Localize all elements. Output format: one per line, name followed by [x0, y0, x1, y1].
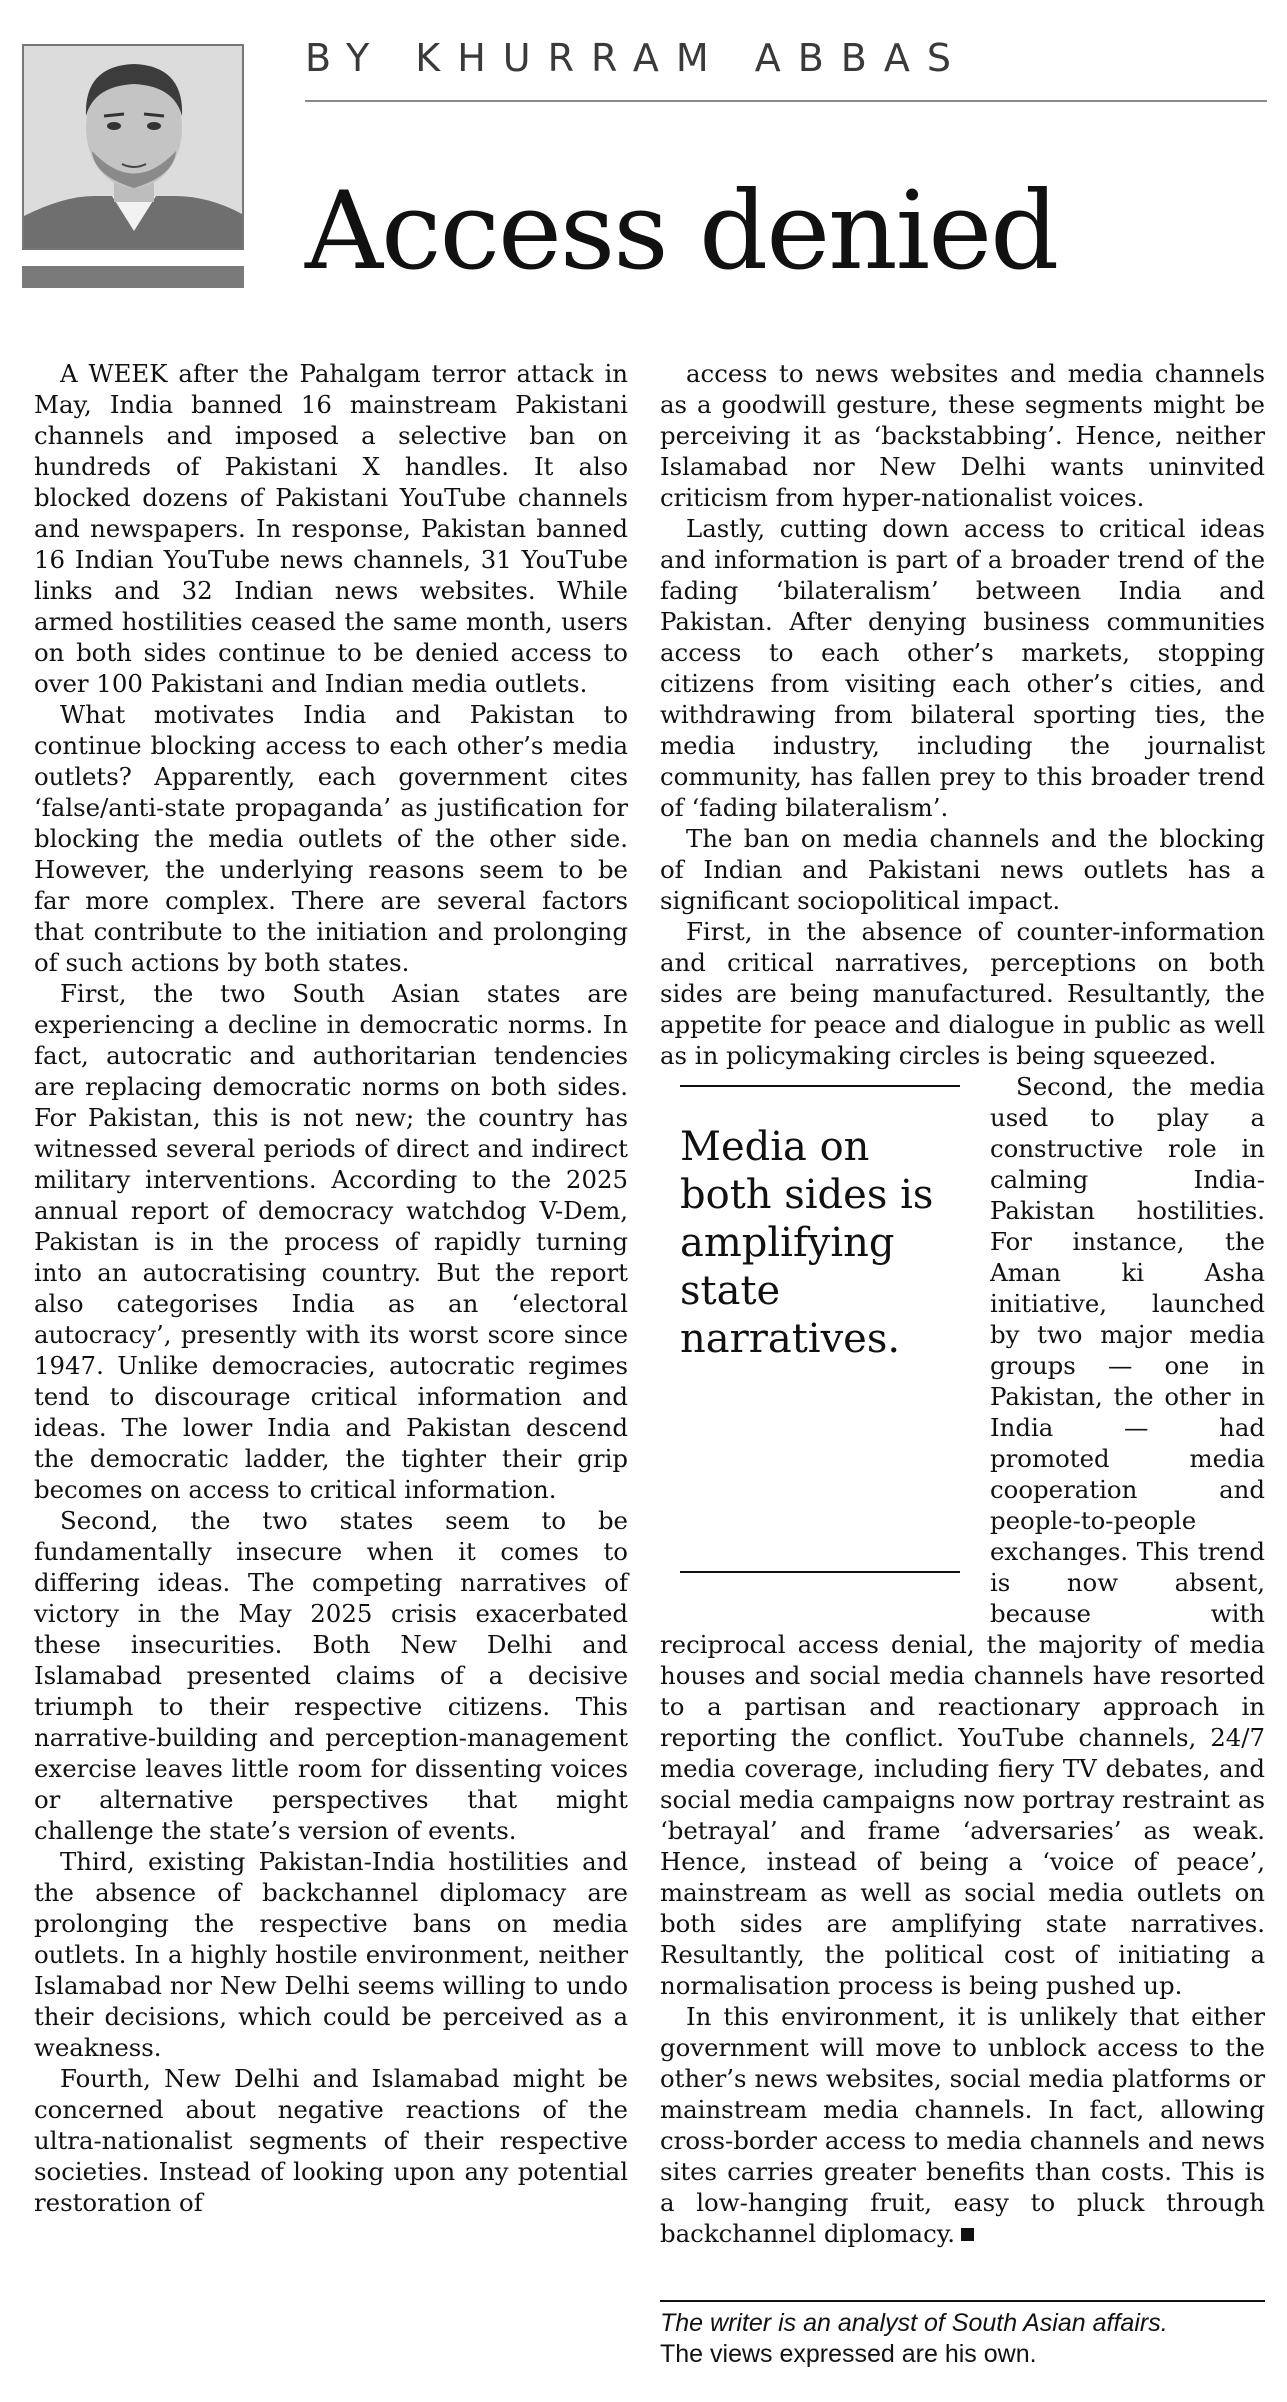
article-column-1 [34, 358, 628, 2218]
paragraph: Second, the media used to play a constructive role in calming India-Pakistan hostilities. For instance, the Aman ki Asha initiative, launched by two major media groups — one in Pakistan, the other in India — had promoted media cooperation and people-to-people exchanges. This trend is now absent, because with reciprocal access denial, the majority of media houses and social media channels have resorted to a partisan and reactionary approach in reporting the conflict. YouTube channels, 24/7 media coverage, including fiery TV debates, and social media campaigns now portray restraint as ‘betrayal’ and frame ‘adversaries’ as weak. Hence, instead of being a ‘voice of peace’, mainstream as well as social media outlets on both sides are amplifying state narratives. Resultantly, the political cost of initiating a normalisation process is being pushed up. [660, 1072, 1265, 2000]
paragraph: The ban on media channels and the blocking of Indian and Pakistani news outlets has a significant sociopolitical impact. [660, 824, 1265, 915]
author-note [660, 2308, 1265, 2370]
paragraph: First, in the absence of counter-information and critical narratives, perceptions on both sides are being manufactured. Resultantly, the appetite for peace and dialogue in public as well as in policymaking circles is being squeezed. [660, 917, 1265, 1070]
pull-quote-bottom-rule [680, 1571, 960, 1573]
author-portrait-icon [24, 46, 242, 248]
paragraph-text: In this environment, it is unlikely that either government will move to unblock access to the other’s news websites, social media platforms or mainstream media channels. In fact, allowing cross-border access to media channels and news sites carries greater benefits than costs. This is a low-hanging fruit, easy to pluck through backchannel diplomacy. [660, 2002, 1265, 2248]
paragraph: A WEEK after the Pahalgam terror attack in May, India banned 16 mainstream Pakistani channels and imposed a selective ban on hundreds of Pakistani X handles. It also blocked dozens of Pakistani YouTube channels and newspapers. In response, Pakistan banned 16 Indian YouTube news channels, 31 YouTube links and 32 Indian news websites. While armed hostilities ceased the same month, users on both sides continue to be denied access to over 100 Pakistani and Indian media outlets. [34, 359, 628, 698]
photo-caption-bar [22, 266, 244, 288]
paragraph: Second, the two states seem to be fundamentally insecure when it comes to differing ideas. The competing narratives of victory in the May 2025 crisis exacerbated these insecurities. Both New Delhi and Islamabad presented claims of a decisive triumph to their respective citizens. This narrative-building and perception-management exercise leaves little room for dissenting voices or alternative perspectives that might challenge the state’s version of events. [34, 1506, 628, 1845]
end-mark-square-icon [961, 2228, 974, 2241]
article-column-2 [660, 358, 1265, 2249]
pull-quote-top-rule [680, 1085, 960, 1087]
paragraph: What motivates India and Pakistan to continue blocking access to each other’s media outlets? Apparently, each government cites ‘false/anti-state propaganda’ as justification for blocking the media outlets of the other side. However, the underlying reasons seem to be far more complex. There are several factors that contribute to the initiation and prolonging of such actions by both states. [34, 700, 628, 977]
paragraph: Third, existing Pakistan-India hostilities and the absence of backchannel diplomacy are prolonging the respective bans on media outlets. In a highly hostile environment, neither Islamabad nor New Delhi seems willing to undo their decisions, which could be perceived as a weakness. [34, 1847, 628, 2062]
paragraph: Fourth, New Delhi and Islamabad might be concerned about negative reactions of the ultra-nationalist segments of their respective societies. Instead of looking upon any potential restoration of [34, 2064, 628, 2217]
pull-quote-text: Media on both sides is amplifying state narratives. [680, 1124, 934, 1362]
paragraph: access to news websites and media channels as a goodwill gesture, these segments might be perceiving it as ‘backstabbing’. Hence, neither Islamabad nor New Delhi wants uninvited criticism from hyper-nationalist voices. [660, 359, 1265, 512]
paragraph-last [660, 2001, 1265, 2249]
author-photo [22, 44, 244, 250]
paragraph: Lastly, cutting down access to critical ideas and information is part of a broader trend of the fading ‘bilateralism’ between India and Pakistan. After denying business communities access to each other’s markets, stopping citizens from visiting each other’s cities, and withdrawing from bilateral sporting ties, the media industry, including the journalist community, has fallen prey to this broader trend of ‘fading bilateralism’. [660, 514, 1265, 822]
author-note-line-2: The views expressed are his own. [660, 2340, 1037, 2368]
paragraph: First, the two South Asian states are experiencing a decline in democratic norms. In fact, autocratic and authoritarian tendencies are replacing democratic norms on both sides. For Pakistan, this is not new; the country has witnessed several periods of direct and indirect military interventions. According to the 2025 annual report of democracy watchdog V-Dem, Pakistan is in the process of rapidly turning into an autocratising country. But the report also categorises India as an ‘electoral autocracy’, presently with its worst score since 1947. Unlike democracies, autocratic regimes tend to discourage critical information and ideas. The lower India and Pakistan descend the democratic ladder, the tighter their grip becomes on access to critical information. [34, 979, 628, 1504]
byline: BY KHURRAM ABBAS [305, 36, 968, 80]
footer-rule [660, 2300, 1265, 2302]
headline: Access denied [305, 169, 1058, 294]
pull-quote [660, 1071, 968, 1601]
byline-rule [305, 100, 1267, 102]
author-note-line-1: The writer is an analyst of South Asian affairs. [660, 2309, 1168, 2337]
